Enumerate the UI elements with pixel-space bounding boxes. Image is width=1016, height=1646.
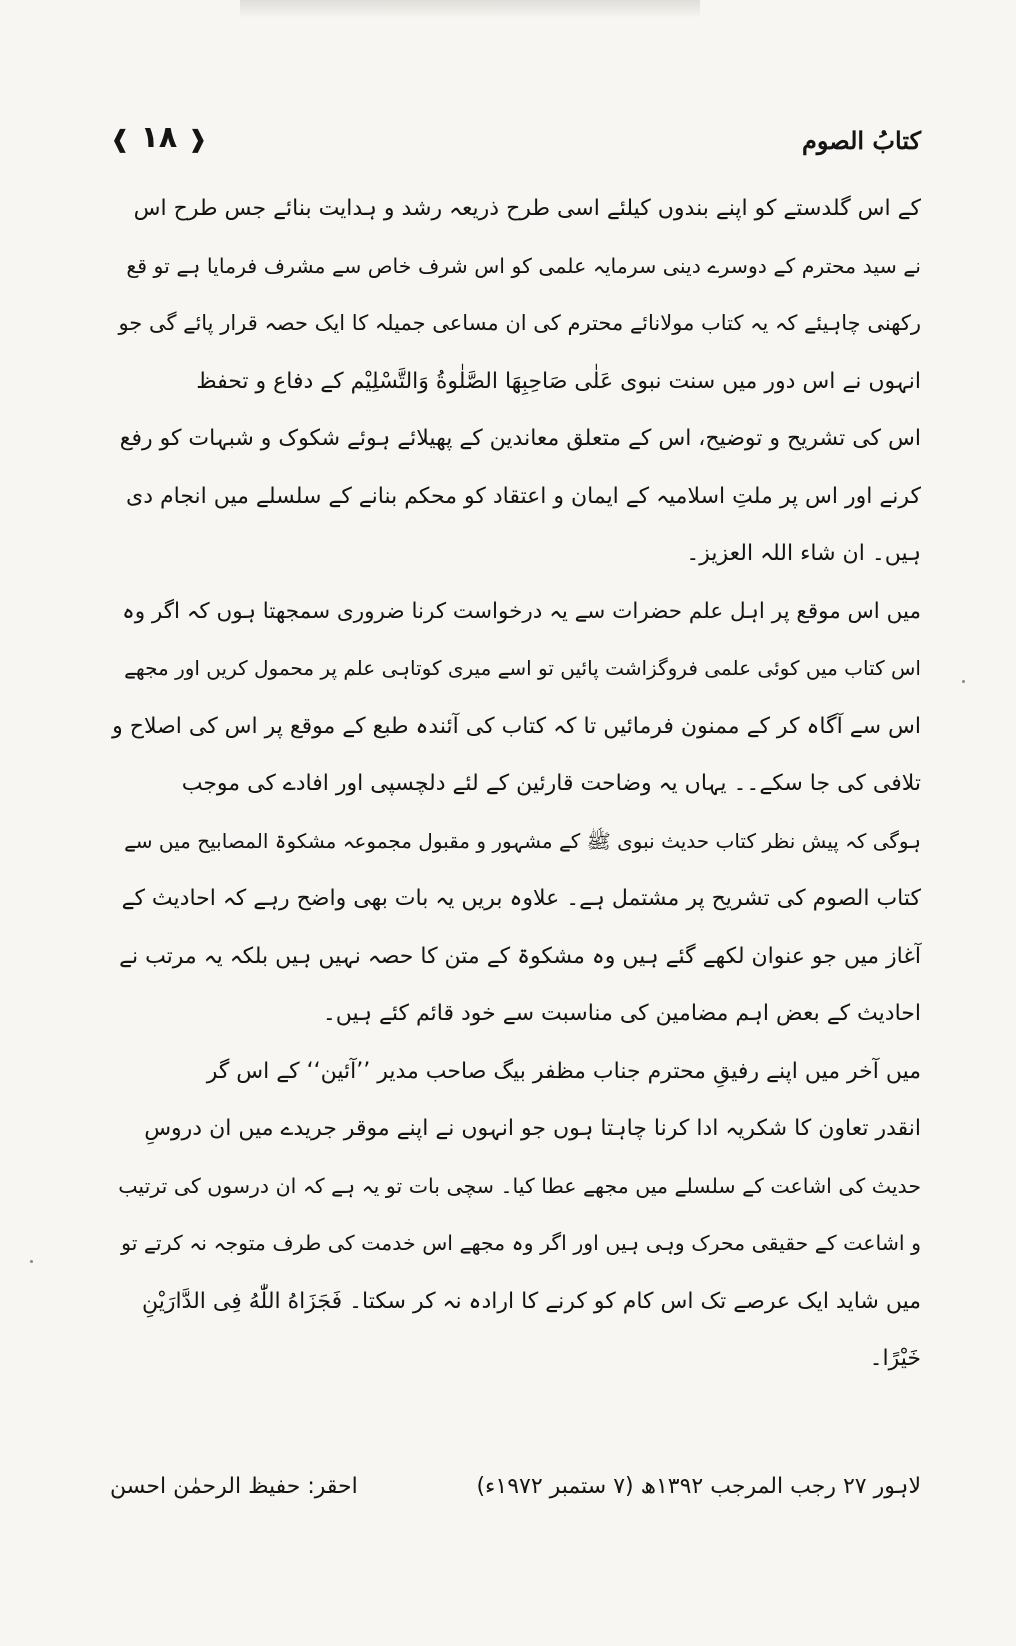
signature-block: [110, 1468, 921, 1518]
page-number: ۱۸: [140, 120, 178, 155]
text-line: اس کی تشریح و توضیح، اس کے متعلق معاندین کے پھیلائے ہوئے شکوک و شبہات کو رفع: [119, 426, 921, 451]
text-line: میں اس موقع پر اہل علم حضرات سے یہ درخواست کرنا ضروری سمجھتا ہوں کہ اگر وہ: [122, 598, 921, 624]
text-line: میں شاید ایک عرصے تک اس کام کو کرنے کا ارادہ نہ کر سکتا۔ فَجَزَاهُ اللّٰهُ فِی الدَّارَیْنِ: [141, 1288, 921, 1314]
text-line: کے اس گلدستے کو اپنے بندوں کیلئے اسی طرح ذریعہ رشد و ہدایت بنائے جس طرح اس: [133, 196, 921, 221]
scan-speck: [962, 680, 965, 683]
text-line: خَیْرًا۔: [869, 1346, 921, 1371]
running-head: کتابُ الصوم: [802, 126, 921, 155]
text-line: حدیث کی اشاعت کے سلسلے میں مجھے عطا کیا۔ سچی بات تو یہ ہے کہ ان درسوں کی ترتیب: [118, 1173, 921, 1198]
text-line: انقدر تعاون کا شکریہ ادا کرنا چاہتا ہوں جو انہوں نے اپنے موقر جریدے میں ان دروسِ: [144, 1116, 921, 1141]
text-line: اس سے آگاہ کر کے ممنون فرمائیں تا کہ کتاب کی آئندہ طبع کے موقع پر اس کی اصلاح و: [112, 713, 921, 739]
text-line: احادیث کے بعض اہم مضامین کی مناسبت سے خود قائم کئے ہیں۔: [322, 1001, 921, 1026]
text-line: انہوں نے اس دور میں سنت نبوی عَلٰی صَاحِبِهَا الصَّلٰوةُ وَالتَّسْلِیْم کے دفاع و تحفظ: [196, 368, 921, 394]
text-line: ہوگی کہ پیش نظر کتاب حدیث نبوی ﷺ کے مشہور و مقبول مجموعہ مشکوۃ المصابیح میں سے: [124, 828, 921, 853]
paragraph-3: [110, 1043, 921, 1388]
text-line: تلافی کی جا سکے۔۔ یہاں یہ وضاحت قارئین کے لئے دلچسپی اور افادے کی موجب: [181, 771, 921, 796]
paragraph-1: [110, 180, 921, 583]
text-line: کرنے اور اس پر ملتِ اسلامیہ کے ایمان و اعتقاد کو محکم بنانے کے سلسلے میں انجام دی: [126, 483, 921, 509]
text-line: ہیں۔ ان شاء اللہ العزیز۔: [686, 541, 921, 566]
scan-smudge: [240, 0, 700, 18]
text-line: کتاب الصوم کی تشریح پر مشتمل ہے۔ علاوہ بریں یہ بات بھی واضح رہے کہ احادیث کے: [121, 886, 921, 911]
text-line: میں آخر میں اپنے رفیقِ محترم جناب مظفر بیگ صاحب مدیر ’’آئین‘‘ کے اس گر: [206, 1058, 921, 1084]
page-header: [110, 118, 921, 168]
text-line: آغاز میں جو عنوان لکھے گئے ہیں وہ مشکوۃ کے متن کا حصہ نہیں ہیں بلکہ یہ مرتب نے: [119, 943, 921, 969]
body-text: [110, 180, 921, 1388]
text-line: و اشاعت کے حقیقی محرک وہی ہیں اور اگر وہ مجھے اس خدمت کی طرف متوجہ نہ کرتے تو: [121, 1231, 921, 1255]
text-line: اس کتاب میں کوئی علمی فروگزاشت پائیں تو اسے میری کوتاہی علم پر محمول کریں اور مجھے: [124, 656, 921, 680]
ornament-left: ❰: [187, 125, 208, 153]
author-signature: احقر: حفیظ الرحمٰن احسن: [110, 1474, 358, 1499]
ornament-right: ❱: [110, 125, 131, 153]
scan-speck: [30, 1260, 33, 1263]
place-date: لاہور ۲۷ رجب المرجب ۱۳۹۲ھ (۷ ستمبر ۱۹۷۲ء): [476, 1474, 921, 1499]
text-line: رکھنی چاہیئے کہ یہ کتاب مولانائے محترم کی ان مساعی جمیلہ کا ایک حصہ قرار پائے گی جو: [118, 311, 921, 335]
page-number-block: [110, 120, 208, 155]
text-line: نے سید محترم کے دوسرے دینی سرمایہ علمی کو اس شرف خاص سے مشرف فرمایا ہے تو قع: [126, 253, 921, 278]
paragraph-2: [110, 583, 921, 1043]
